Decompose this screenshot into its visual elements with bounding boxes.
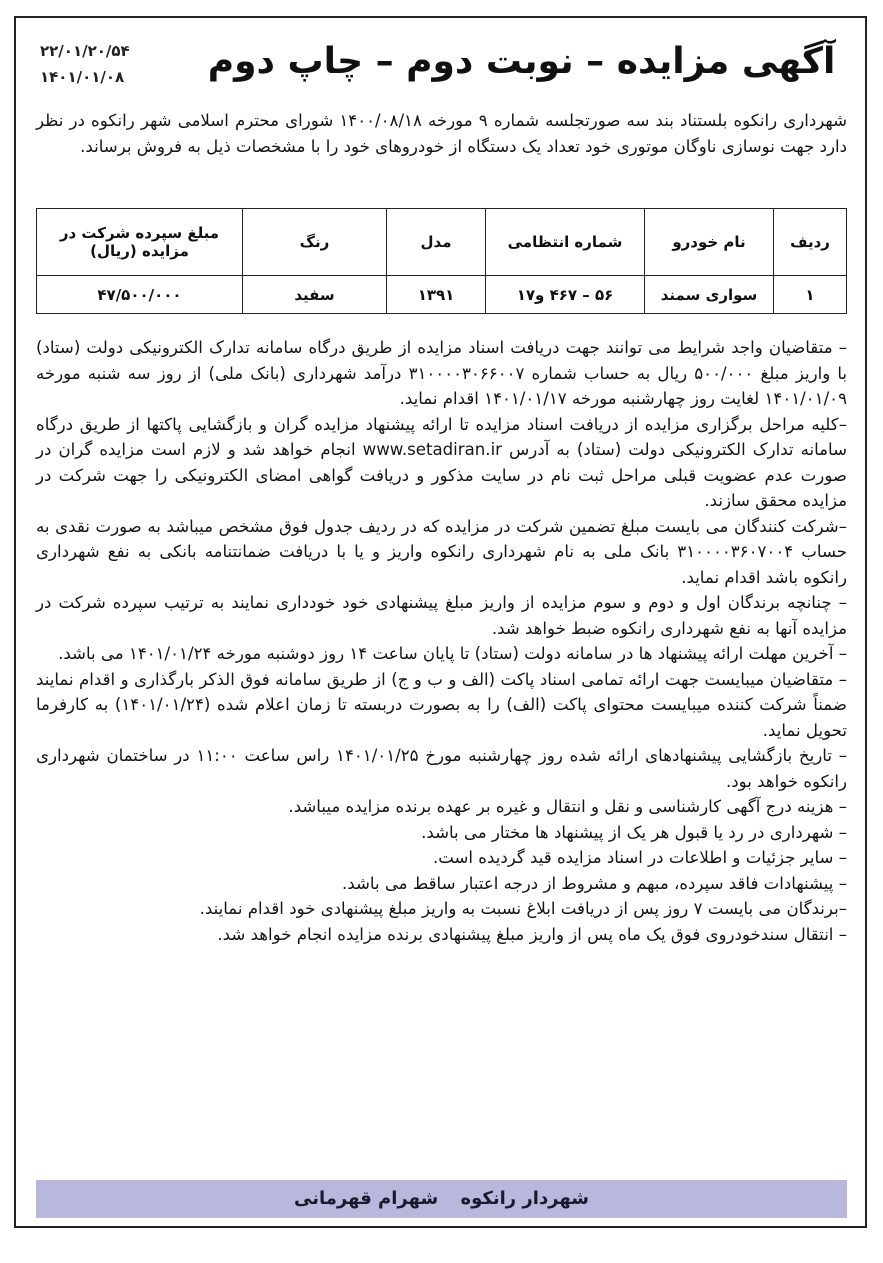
reference-code: ۲۲/۰۱/۲۰/۵۴ (40, 42, 130, 60)
clause-deposit-guarantee: –شرکت کنندگان می بایست مبلغ تضمین شرکت در مزایده که در ردیف جدول فوق مشخص میباشد به صورت نقدی به حساب ۳۱۰۰۰۰۳۶۰۷۰۰۴ بانک ملی به نام شهرداری رانکوه واریز و یا با دریافت ضمانتنامه بانکی به نفع شهرداری رانکوه باشد اقدام نماید. (36, 516, 847, 587)
cell-model: ۱۳۹۱ (387, 276, 486, 314)
reference-codes (40, 38, 190, 90)
notice-title: آگهی مزایده – نوبت دوم – چاپ دوم (207, 41, 836, 82)
col-header-deposit: مبلغ سپرده شرکت در مزایده (ریال) (37, 209, 243, 276)
clause-forfeit: – چنانچه برندگان اول و دوم و سوم مزایده از واریز مبلغ پیشنهادی خود خودداری نمایند به ترتیب سپرده شرکت در مزایده آنها به نفع شهرداری رانکوه ضبط خواهد شد. (36, 593, 847, 638)
cell-color: سفید (243, 276, 387, 314)
signature-role: شهردار رانکوه (460, 1188, 589, 1209)
clause-document-purchase: – متقاضیان واجد شرایط می توانند جهت دریافت اسناد مزایده از طریق درگاه سامانه تدارک الکترونیکی دولت (ستاد) با واریز مبلغ ۵۰۰/۰۰۰ ریال به حساب شماره ۳۱۰۰۰۰۳۰۶۶۰۰۷ درآمد شهرداری (بانک ملی) از روز سه شنبه مورخه ۱۴۰۱/۰۱/۰۹ لغایت روز چهارشنبه مورخه ۱۴۰۱/۰۱/۱۷ اقدام نماید. (36, 338, 847, 408)
clause-winner-payment: –برندگان می بایست ۷ روز پس از دریافت ابلاغ نسبت به واریز مبلغ پیشنهادی خود اقدام نمایند. (199, 899, 847, 918)
clause-title-transfer: – انتقال سندخودروی فوق یک ماه پس از واریز مبلغ پیشنهادی برنده مزایده انجام خواهد شد. (217, 924, 847, 944)
cell-vehicle-name: سواری سمند (645, 276, 774, 314)
col-header-vehicle-name: نام خودرو (645, 209, 774, 276)
clause-costs: – هزینه درج آگهی کارشناسی و نقل و انتقال و غیره بر عهده برنده مزایده میباشد. (288, 797, 847, 816)
clause-deadline: – آخرین مهلت ارائه پیشنهاد ها در سامانه دولت (ستاد) تا پایان ساعت ۱۴ روز دوشنبه مورخه ۱۴۰۱/۰۱/۲۴ می باشد. (58, 644, 847, 663)
cell-plate-number: ۵۶ – ۴۶۷ و۱۷ (486, 276, 645, 314)
col-header-color: رنگ (243, 209, 387, 276)
signature-bar (36, 1180, 847, 1218)
clause-invalid-bids: – پیشنهادات فاقد سپرده، مبهم و مشروط از درجه اعتبار ساقط می باشد. (342, 873, 847, 893)
conditions-list (36, 335, 847, 947)
intro-text: شهرداری رانکوه بلستناد بند سه صورتجلسه شماره ۹ مورخه ۱۴۰۰/۰۸/۱۸ شورای محترم اسلامی شهر رانکوه در نظر دارد جهت نوسازی ناوگان موتوری خود تعداد یک دستگاه از خودروهای خود را با مشخصات ذیل به فروش برساند. (36, 111, 847, 156)
cell-deposit: ۴۷/۵۰۰/۰۰۰ (37, 276, 243, 314)
clause-envelopes: – متقاضیان میبایست جهت ارائه تمامی اسناد پاکت (الف و ب و ج) از طریق سامانه فوق الذکر بارگذاری و اقدام نمایند ضمناً شرکت کننده میبایست محتوای پاکت (الف) را به بصورت دربسته تا زمان اعلام شده (۱۴۰۱/۰۱/۲۴) به کارفرما تحویل نماید. (36, 669, 847, 740)
clause-setad-portal: –کلیه مراحل برگزاری مزایده از دریافت اسناد مزایده تا ارائه پیشنهاد مزایده گران و بازگشایی پاکتها از طریق درگاه سامانه تدارک الکترونیکی دولت (ستاد) به آدرس www.setadiran.ir انجام خواهد شد و لازم است مزایده گران در صورت عدم عضویت قبلی مراحل ثبت نام در سایت مذکور و دریافت گواهی امضای الکترونیکی را جهت شرکت در مزایده محقق سازند. (36, 414, 847, 510)
clause-details: – سایر جزئیات و اطلاعات در اسناد مزایده قید گردیده است. (432, 848, 847, 867)
intro-paragraph (36, 108, 847, 159)
col-header-row-number: ردیف (774, 209, 847, 276)
table-row (37, 276, 847, 314)
vehicle-table (36, 208, 847, 314)
cell-row-number: ۱ (774, 276, 847, 314)
table-header-row (37, 209, 847, 276)
clause-opening-date: – تاریخ بازگشایی پیشنهادهای ارائه شده روز چهارشنبه مورخ ۱۴۰۱/۰۱/۲۵ راس ساعت ۱۱:۰۰ در ساختمان شهرداری رانکوه خواهد بود. (36, 746, 847, 791)
signature-name: شهرام قهرمانی (294, 1188, 439, 1209)
reference-date: ۱۴۰۱/۰۱/۰۸ (40, 68, 125, 86)
clause-rejection-right: – شهرداری در رد یا قبول هر یک از پیشنهاد ها مختار می باشد. (421, 822, 847, 842)
col-header-model: مدل (387, 209, 486, 276)
col-header-plate-number: شماره انتظامی (486, 209, 645, 276)
